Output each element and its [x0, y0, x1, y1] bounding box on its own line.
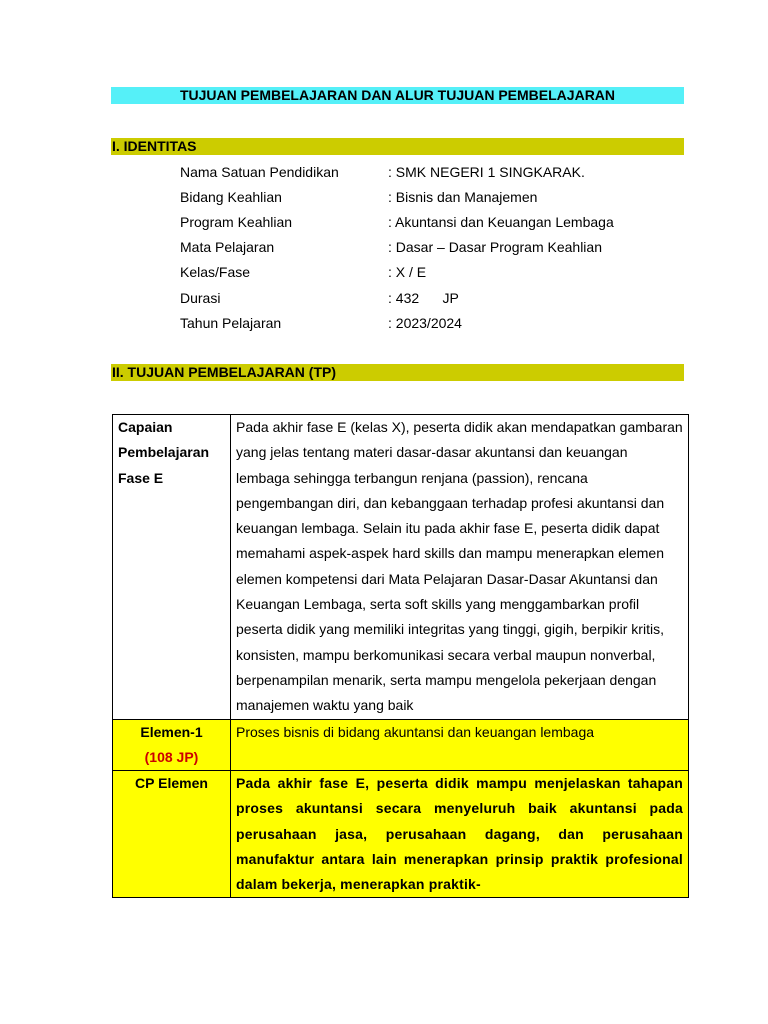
identity-label: Bidang Keahlian — [180, 189, 282, 205]
identity-label: Nama Satuan Pendidikan — [180, 164, 339, 180]
cp-description-cell: Pada akhir fase E (kelas X), peserta didik akan mendapatkan gambaran yang jelas tentang materi dasar-dasar akuntansi dan keuangan lembaga sehingga terbangun renjana (passion), rencana pengembangan diri, dan kebanggaan terhadap profesi akuntansi dan keuangan lembaga. Selain itu pada akhir fase E, peserta didik dapat memahami aspek-aspek hard skills dan mampu menerapkan elemen elemen kompetensi dari Mata Pelajaran Dasar-Dasar Akuntansi dan Keuangan Lembaga, serta soft skills yang menggambarkan profil peserta didik yang memiliki integritas yang tinggi, gigih, berpikir kritis, konsisten, mampu berkomunikasi secara verbal maupun nonverbal, berpenampilan menarik, serta mampu mengelola pekerjaan dengan manajemen waktu yang baik — [231, 415, 689, 720]
identity-value: : 432 JP — [388, 290, 459, 306]
identity-label: Program Keahlian — [180, 214, 293, 230]
identity-value: : 2023/2024 — [388, 315, 462, 331]
identity-label: Durasi — [180, 290, 221, 306]
identity-value: : SMK NEGERI 1 SINGKARAK. — [388, 164, 585, 180]
cp-label-cell — [113, 415, 231, 720]
identity-value: : X / E — [388, 264, 427, 280]
cp-label-line: Capaian — [118, 419, 173, 435]
identity-label: Mata Pelajaran — [180, 239, 275, 255]
document-title: TUJUAN PEMBELAJARAN DAN ALUR TUJUAN PEMBELAJARAN — [111, 87, 684, 104]
element-label: Elemen-1 — [140, 723, 203, 740]
cp-element-text: Pada akhir fase E, peserta didik mampu menjelaskan tahapan proses akuntansi secara menyeluruh baik akuntansi pada perusahaan jasa, perusahaan dagang, dan perusahaan manufaktur antara lain menerapkan prinsip praktik profesional dalam bekerja, menerapkan praktik- — [236, 775, 683, 893]
identity-label: Kelas/Fase — [180, 264, 251, 280]
cp-label-line: Pembelajaran — [118, 444, 210, 461]
identity-value: : Dasar – Dasar Program Keahlian — [388, 239, 602, 255]
identity-label: Tahun Pelajaran — [180, 315, 282, 331]
section-identitas-heading: I. IDENTITAS — [111, 138, 684, 155]
identity-value: : Akuntansi dan Keuangan Lembaga — [388, 214, 614, 230]
cp-element-description-cell — [231, 771, 689, 898]
element-jp: (108 JP) — [144, 748, 199, 765]
section-tujuan-heading: II. TUJUAN PEMBELAJARAN (TP) — [111, 364, 684, 381]
cp-label-line: Fase E — [118, 469, 164, 486]
table-row — [113, 771, 689, 898]
cp-element-label-cell — [113, 771, 231, 898]
identity-value: : Bisnis dan Manajemen — [388, 189, 538, 205]
element-label-cell — [113, 719, 231, 771]
table-row — [113, 719, 689, 771]
learning-objectives-table — [112, 414, 689, 898]
cp-element-label: CP Elemen — [135, 775, 208, 792]
element-description-cell: Proses bisnis di bidang akuntansi dan keuangan lembaga — [231, 719, 689, 771]
table-row — [113, 415, 689, 720]
